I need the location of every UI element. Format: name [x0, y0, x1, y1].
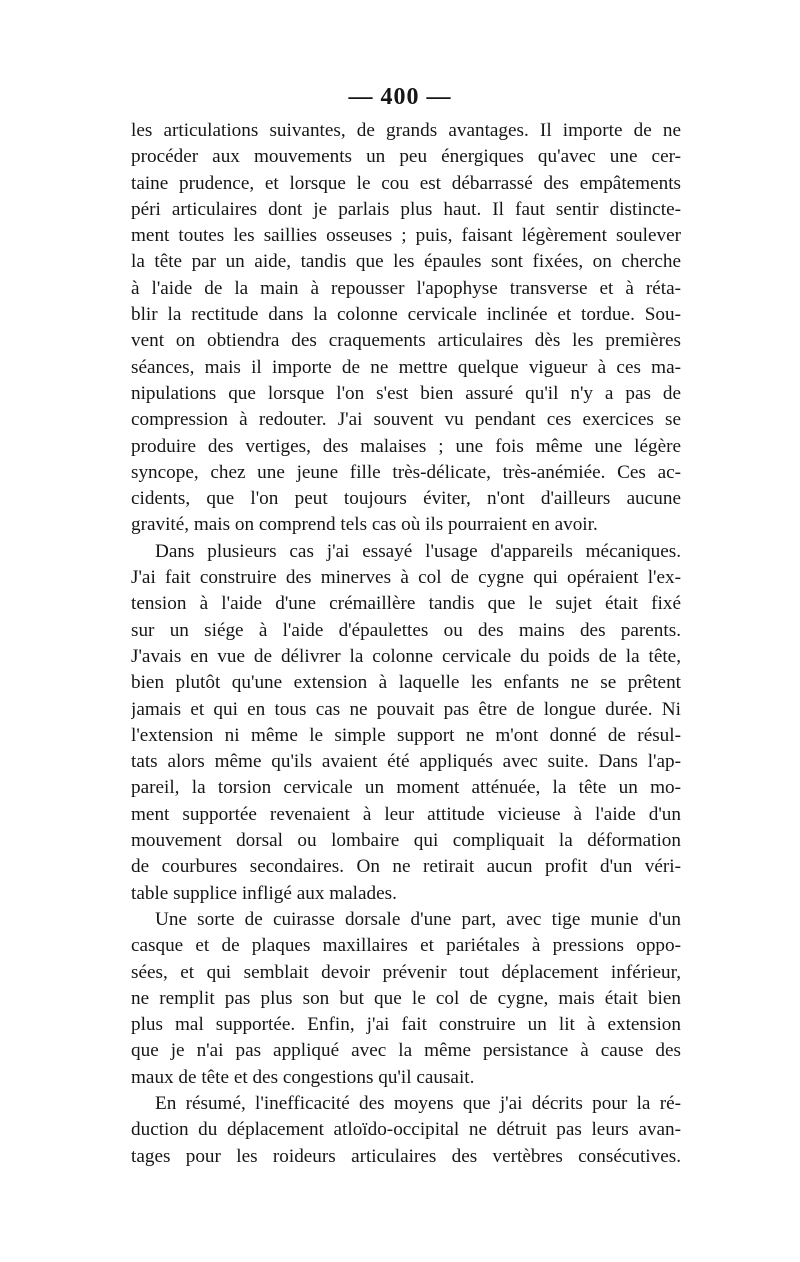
- text-line: tension à l'aide d'une crémaillère tandis que le sujet était fixé: [131, 593, 681, 615]
- text-line: ment toutes les saillies osseuses ; puis, faisant légèrement soulever: [131, 225, 681, 247]
- text-line: mouvement dorsal ou lombaire qui compliquait la déformation: [131, 830, 681, 852]
- page-number: — 400 —: [348, 84, 452, 110]
- text-line: sur un siége à l'aide d'épaulettes ou des mains des parents.: [131, 619, 681, 641]
- paragraph: [131, 907, 681, 1091]
- text-line: J'avais en vue de délivrer la colonne cervicale du poids de la tête,: [131, 645, 681, 667]
- body-text: [131, 118, 681, 1170]
- text-line: séances, mais il importe de ne mettre quelque vigueur à ces ma-: [131, 356, 681, 378]
- text-line: produire des vertiges, des malaises ; une fois même une légère: [131, 435, 681, 457]
- paragraph: [131, 539, 681, 907]
- text-line: compression à redouter. J'ai souvent vu pendant ces exercices se: [131, 409, 681, 431]
- text-line: tats alors même qu'ils avaient été appliqués avec suite. Dans l'ap-: [131, 751, 681, 773]
- text-line: jamais et qui en tous cas ne pouvait pas être de longue durée. Ni: [131, 698, 681, 720]
- text-line: l'extension ni même le simple support ne m'ont donné de résul-: [131, 724, 681, 746]
- text-line: que je n'ai pas appliqué avec la même persistance à cause des: [131, 1040, 681, 1062]
- text-line: tages pour les roideurs articulaires des vertèbres consécutives.: [131, 1145, 681, 1167]
- text-line: gravité, mais on comprend tels cas où ils pourraient en avoir.: [131, 514, 598, 536]
- text-line: les articulations suivantes, de grands avantages. Il importe de ne: [131, 120, 681, 141]
- text-line: pareil, la torsion cervicale un moment atténuée, la tête un mo-: [131, 777, 681, 799]
- text-line: J'ai fait construire des minerves à col de cygne qui opéraient l'ex-: [131, 567, 681, 589]
- text-line: procéder aux mouvements un peu énergiques qu'avec une cer-: [131, 146, 681, 168]
- text-line: vent on obtiendra des craquements articulaires dès les premières: [131, 330, 681, 352]
- text-line: bien plutôt qu'une extension à laquelle les enfants ne se prêtent: [131, 672, 681, 694]
- text-line: Dans plusieurs cas j'ai essayé l'usage d'appareils mécaniques.: [155, 540, 681, 562]
- text-line: table supplice infligé aux malades.: [131, 882, 397, 904]
- text-line: plus mal supportée. Enfin, j'ai fait construire un lit à extension: [131, 1014, 681, 1036]
- text-line: ment supportée revenaient à leur attitude vicieuse à l'aide d'un: [131, 803, 681, 825]
- text-line: En résumé, l'inefficacité des moyens que j'ai décrits pour la ré-: [155, 1092, 681, 1114]
- text-line: nipulations que lorsque l'on s'est bien assuré qu'il n'y a pas de: [131, 382, 681, 404]
- text-line: de courbures secondaires. On ne retirait aucun profit d'un véri-: [131, 856, 681, 878]
- text-line: péri articulaires dont je parlais plus haut. Il faut sentir distincte-: [131, 198, 681, 220]
- text-line: cidents, que l'on peut toujours éviter, n'ont d'ailleurs aucune: [131, 488, 681, 510]
- paragraph: [131, 1091, 681, 1170]
- text-line: blir la rectitude dans la colonne cervicale inclinée et tordue. Sou-: [131, 304, 681, 326]
- text-line: duction du déplacement atloïdo-occipital ne détruit pas leurs avan-: [131, 1119, 681, 1141]
- text-line: la tête par un aide, tandis que les épaules sont fixées, on cherche: [131, 251, 681, 273]
- text-line: maux de tête et des congestions qu'il causait.: [131, 1066, 475, 1088]
- text-line: sées, et qui semblait devoir prévenir tout déplacement inférieur,: [131, 961, 681, 983]
- text-line: syncope, chez une jeune fille très-délicate, très-anémiée. Ces ac-: [131, 461, 681, 483]
- text-line: Une sorte de cuirasse dorsale d'une part, avec tige munie d'un: [155, 908, 681, 930]
- text-line: casque et de plaques maxillaires et pariétales à pressions oppo-: [131, 935, 681, 957]
- text-line: taine prudence, et lorsque le cou est débarrassé des empâtements: [131, 172, 681, 194]
- paragraph: [131, 118, 681, 539]
- text-line: à l'aide de la main à repousser l'apophyse transverse et à réta-: [131, 277, 681, 299]
- text-line: ne remplit pas plus son but que le col de cygne, mais était bien: [131, 987, 681, 1009]
